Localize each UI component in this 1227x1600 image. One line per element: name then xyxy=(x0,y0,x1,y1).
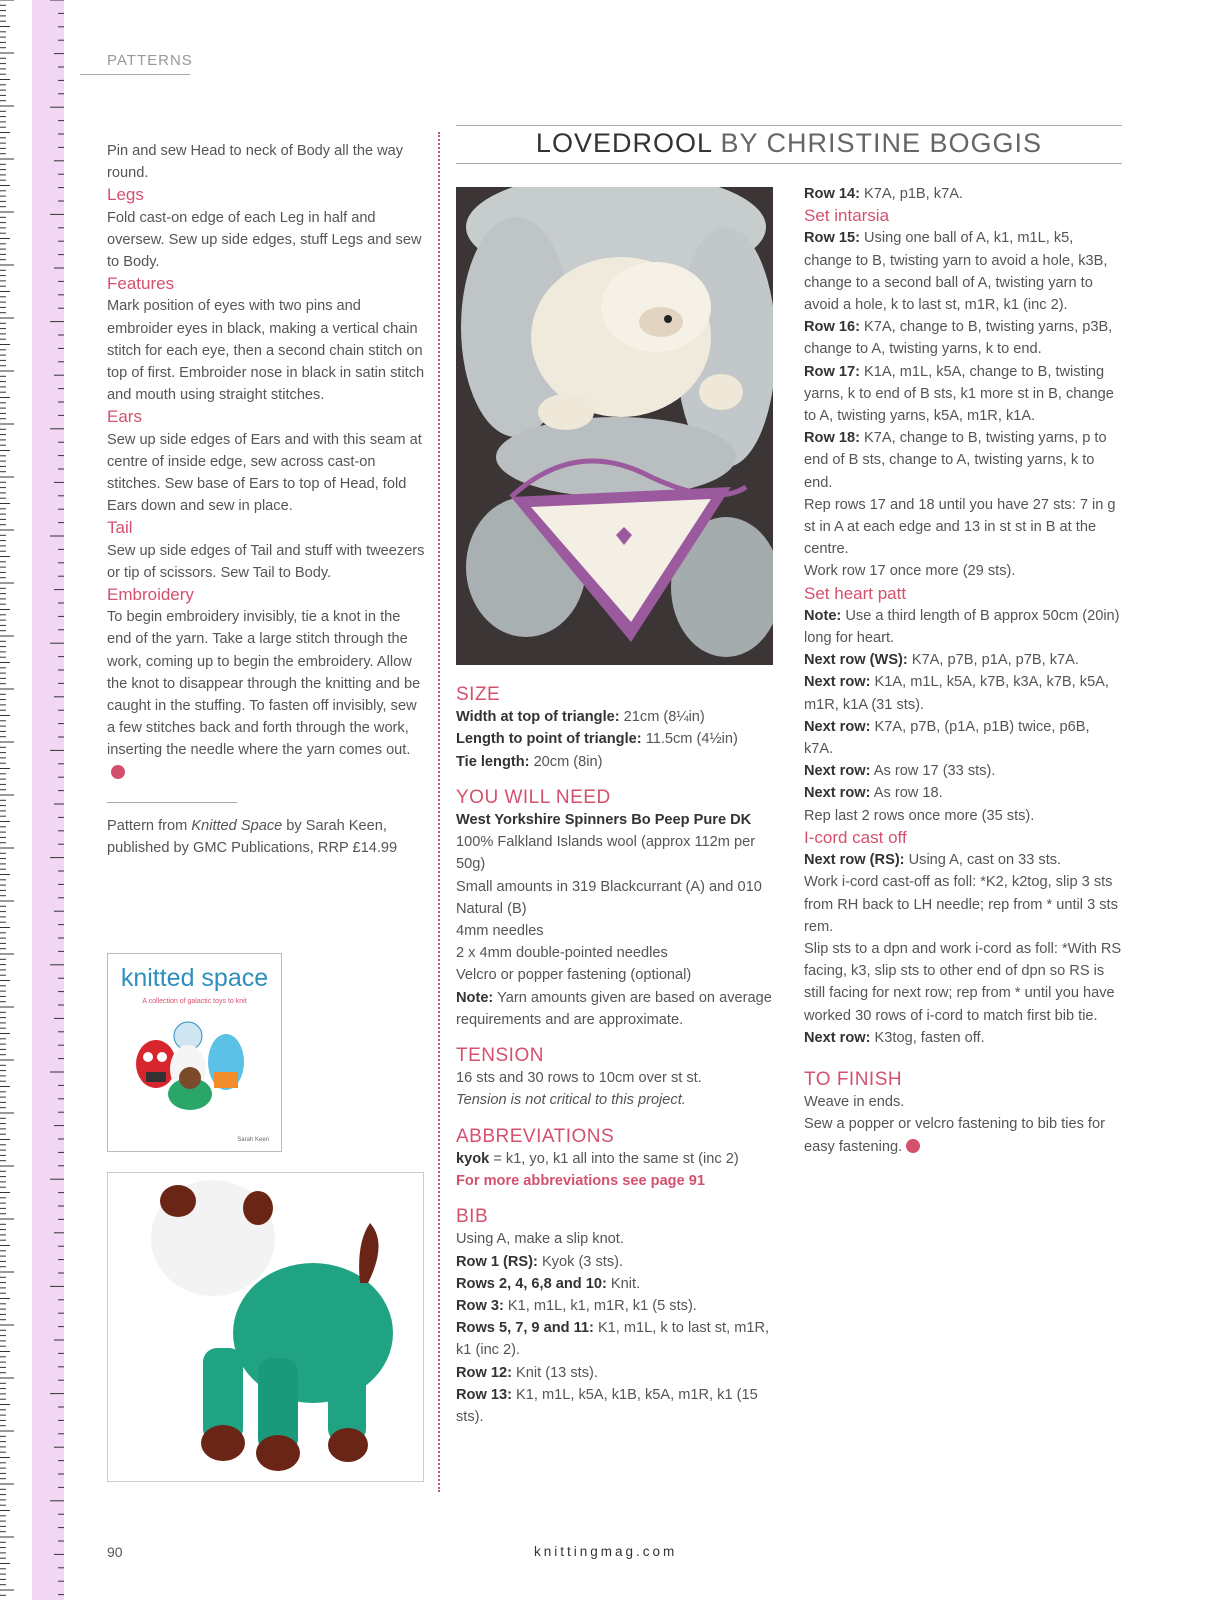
ruler-ticks xyxy=(0,0,64,1600)
size-item xyxy=(456,706,774,728)
row-text: K1, m1L, k5A, k1B, k5A, m1R, k1 (15 sts). xyxy=(456,1386,758,1426)
yarn-name: West Yorkshire Spinners Bo Peep Pure DK xyxy=(456,812,752,829)
column-divider xyxy=(438,132,440,1492)
bib-row xyxy=(456,1384,774,1428)
legs-text: Fold cast-on edge of each Leg in half and oversew. Sew up side edges, stuff Legs and sew to Body. xyxy=(107,209,422,271)
row-text: K3tog, fasten off. xyxy=(870,1029,985,1046)
row-label: Row 1 (RS): xyxy=(456,1253,538,1270)
abbreviations-link[interactable]: For more abbreviations see page 91 xyxy=(456,1173,705,1190)
size-label: Tie length: xyxy=(456,753,530,770)
row-label: Row 16: xyxy=(804,319,860,336)
header-divider xyxy=(80,74,190,75)
need-item: Small amounts in 319 Blackcurrant (A) and 010 Natural (B) xyxy=(456,878,762,917)
pattern-title xyxy=(456,128,1122,159)
size-value: 20cm (8in) xyxy=(529,753,603,770)
title-main: LOVEDROOL xyxy=(535,128,712,158)
intarsia-row xyxy=(804,227,1122,316)
heart-heading: Set heart patt xyxy=(804,583,907,603)
ears-heading: Ears xyxy=(107,407,142,427)
row-label: Row 13: xyxy=(456,1386,512,1403)
row-text: Kyok (3 sts). xyxy=(537,1253,624,1270)
embroidery-text: To begin embroidery invisibly, tie a knot in the end of the yarn. Take a large stitch through the work, coming up to begin the embroidery. Allow the knot to disappear through the knitting and be caught in the stuffing. To fasten off invisibly, sew a few stitches back and forth through the work, inserting the needle where the yarn comes out. xyxy=(107,609,421,759)
credit-book-title: Knitted Space xyxy=(191,817,283,834)
left-column xyxy=(107,140,427,859)
tail-heading: Tail xyxy=(107,518,133,538)
abbreviation-item xyxy=(456,1148,774,1170)
yarn-ball-icon xyxy=(906,1139,920,1153)
need-item: 4mm needles xyxy=(456,923,544,940)
size-label: Length to point of triangle: xyxy=(456,731,642,748)
size-label: Width at top of triangle: xyxy=(456,709,620,726)
row-label: Row 12: xyxy=(456,1364,512,1381)
heart-repeat: Rep last 2 rows once more (35 sts). xyxy=(804,807,1035,824)
intro-text: Pin and sew Head to neck of Body all the way round. xyxy=(107,143,404,182)
bib-row xyxy=(456,1251,774,1273)
book-cover-author: Sarah Keen xyxy=(237,1137,269,1143)
abbreviations-heading: ABBREVIATIONS xyxy=(456,1125,615,1147)
bib-row xyxy=(456,1295,774,1317)
yarn-spec xyxy=(456,809,774,876)
finish-paragraph xyxy=(804,1113,1122,1157)
note-label: Note: xyxy=(456,989,494,1006)
size-heading: SIZE xyxy=(456,684,501,705)
legs-heading: Legs xyxy=(107,185,144,205)
book-cover-toys-illustration xyxy=(108,954,281,1151)
title-rule-bottom xyxy=(456,163,1122,164)
note-text: Use a third length of B approx 50cm (20in) long for heart. xyxy=(804,607,1120,647)
row-label: Row 17: xyxy=(804,363,860,380)
heart-row xyxy=(804,649,1122,671)
row-label: Row 14: xyxy=(804,186,860,202)
abbreviation-text: = k1, yo, k1 all into the same st (inc 2) xyxy=(489,1150,739,1167)
intarsia-row xyxy=(804,427,1122,494)
finish-text: Sew a popper or velcro fastening to bib ties for easy fastening. xyxy=(804,1116,1105,1155)
need-item: 2 x 4mm double-pointed needles xyxy=(456,945,668,962)
size-value: 21cm (8¼in) xyxy=(619,709,705,726)
heart-row xyxy=(804,716,1122,760)
repeat-text: Rep rows 17 and 18 until you have 27 sts: 7 in g st in A at each edge and 13 in st st in B at the centre. xyxy=(804,496,1116,558)
row-text: K1, m1L, k1, m1R, k1 (5 sts). xyxy=(503,1298,697,1315)
tail-text: Sew up side edges of Tail and stuff with tweezers or tip of scissors. Sew Tail to Body. xyxy=(107,542,425,581)
row-text: Knit. xyxy=(606,1275,641,1292)
row-text: K7A, p1B, k7A. xyxy=(859,186,963,202)
ruler xyxy=(0,0,64,1600)
ears-text: Sew up side edges of Ears and with this seam at centre of inside edge, sew across cast-on stitches. Sew base of Ears to top of Head, fold Ears down and sew in place. xyxy=(107,431,422,515)
finish-text: Weave in ends. xyxy=(804,1094,905,1111)
features-text: Mark position of eyes with two pins and embroider eyes in black, making a vertical chain stitch for each eye, then a second chain stitch on top of first. Embroider nose in black in satin stitch and mouth using straight stitches. xyxy=(107,298,425,404)
icord-text: Slip sts to a dpn and work i-cord as foll: *With RS facing, k3, slip sts to other end of dpn so RS is still facing for next row; rep from * until you have worked 30 rows of i-cord to match first bib tie. xyxy=(804,940,1122,1024)
heart-note xyxy=(804,605,1122,649)
row-label: Rows 5, 7, 9 and 11: xyxy=(456,1320,594,1337)
row-text: As row 18. xyxy=(870,785,943,802)
row-text: Knit (13 sts). xyxy=(511,1364,598,1381)
row-label: Rows 2, 4, 6,8 and 10: xyxy=(456,1275,607,1292)
row-text: As row 17 (33 sts). xyxy=(870,763,996,780)
row-label: Row 18: xyxy=(804,430,860,447)
bib-row xyxy=(456,1317,774,1361)
toy-photo xyxy=(107,1172,424,1482)
book-cover-image xyxy=(107,953,282,1152)
size-item xyxy=(456,728,774,750)
bib-heading: BIB xyxy=(456,1206,489,1228)
section-header: PATTERNS xyxy=(107,52,193,69)
row-text: K1A, m1L, k5A, k7B, k3A, k7B, k5A, m1R, k1A (31 sts). xyxy=(804,674,1109,713)
row-text: K7A, change to B, twisting yarns, p3B, change to A, twisting yarns, k to end. xyxy=(804,319,1113,358)
row-text: Using A, cast on 33 sts. xyxy=(904,852,1062,869)
row-label: Row 15: xyxy=(804,230,860,247)
credit-divider xyxy=(107,802,237,803)
row-text: K7A, p7B, (p1A, p1B) twice, p6B, k7A. xyxy=(804,718,1090,758)
lamb-bib-photo xyxy=(456,187,773,665)
features-heading: Features xyxy=(107,274,175,294)
row-label: Next row (WS): xyxy=(804,652,908,669)
tension-note xyxy=(456,1089,774,1111)
yarn-ball-icon xyxy=(111,765,125,779)
lamb-with-bib-illustration xyxy=(456,187,773,665)
heart-row xyxy=(804,782,1122,804)
abbreviation-label: kyok xyxy=(456,1150,490,1167)
credit-prefix: Pattern from xyxy=(107,817,192,834)
row-text: K1A, m1L, k5A, change to B, twisting yarns, k to end of B sts, k1 more st in B, change to A, twisting yarns, k5A, m1R, k1A. xyxy=(804,363,1114,425)
book-cover-subtitle: A collection of galactic toys to knit xyxy=(142,998,247,1005)
intarsia-heading: Set intarsia xyxy=(804,206,890,226)
bib-row xyxy=(456,1362,774,1384)
bib-row xyxy=(456,1273,774,1295)
need-note xyxy=(456,987,774,1031)
tension-text: 16 sts and 30 rows to 10cm over st st. xyxy=(456,1070,702,1087)
title-rule-top xyxy=(456,125,1122,126)
need-item: Velcro or popper fastening (optional) xyxy=(456,967,692,984)
you-will-need-heading: YOU WILL NEED xyxy=(456,786,611,808)
footer-website[interactable]: knittingmag.com xyxy=(534,1544,678,1559)
row-label: Next row: xyxy=(804,1029,871,1046)
intarsia-row xyxy=(804,316,1122,360)
middle-column xyxy=(456,684,774,1428)
row-text: Using one ball of A, k1, m1L, k5, change to B, twisting yarn to avoid a hole, k3B, change to a second ball of A, twisting yarn to avoid a hole, k to last st, m1R, k1 (inc 2). xyxy=(804,230,1108,314)
row-label: Next row: xyxy=(804,674,871,691)
to-finish-heading: TO FINISH xyxy=(804,1068,903,1090)
credit-text xyxy=(107,815,427,859)
icord-row xyxy=(804,849,1122,871)
icord-last-row xyxy=(804,1027,1122,1049)
right-column xyxy=(804,183,1122,1158)
row-label: Next row (RS): xyxy=(804,852,905,869)
heart-row xyxy=(804,760,1122,782)
row-14 xyxy=(804,183,1122,205)
tension-note-text: Tension is not critical to this project. xyxy=(456,1092,686,1109)
page-number: 90 xyxy=(107,1544,123,1560)
note-text: Yarn amounts given are based on average requirements and are approximate. xyxy=(456,989,772,1028)
row-text: K1, m1L, k to last st, m1R, k1 (inc 2). xyxy=(456,1320,770,1359)
credit-suffix: by Sarah Keen, published by GMC Publications, RRP £14.99 xyxy=(107,817,398,857)
row-text: K7A, change to B, twisting yarns, p to end of B sts, change to A, twisting yarns, k to end. xyxy=(804,430,1107,491)
row-label: Next row: xyxy=(804,718,871,735)
note-label: Note: xyxy=(804,607,842,624)
icord-text: Work i-cord cast-off as foll: *K2, k2tog, slip 3 sts from RH back to LH needle; rep from * until 3 sts rem. xyxy=(804,874,1118,935)
row-label: Next row: xyxy=(804,763,871,780)
heart-row xyxy=(804,671,1122,715)
row-text: K7A, p7B, p1A, p7B, k7A. xyxy=(907,652,1079,669)
tension-heading: TENSION xyxy=(456,1045,544,1067)
book-cover-title: knitted space xyxy=(120,964,269,992)
row-label: Row 3: xyxy=(456,1298,504,1315)
row-label: Next row: xyxy=(804,785,871,802)
size-value: 11.5cm (4½in) xyxy=(641,731,738,748)
title-author: BY CHRISTINE BOGGIS xyxy=(711,128,1043,158)
work-text: Work row 17 once more (29 sts). xyxy=(804,563,1016,580)
embroidery-heading: Embroidery xyxy=(107,585,194,605)
intarsia-row xyxy=(804,361,1122,428)
embroidery-paragraph xyxy=(107,606,427,784)
bib-intro: Using A, make a slip knot. xyxy=(456,1231,624,1248)
knitted-toy-illustration xyxy=(108,1173,423,1481)
size-item xyxy=(456,751,774,773)
yarn-detail: 100% Falkland Islands wool (approx 112m per 50g) xyxy=(456,834,756,873)
icord-heading: I-cord cast off xyxy=(804,827,907,847)
